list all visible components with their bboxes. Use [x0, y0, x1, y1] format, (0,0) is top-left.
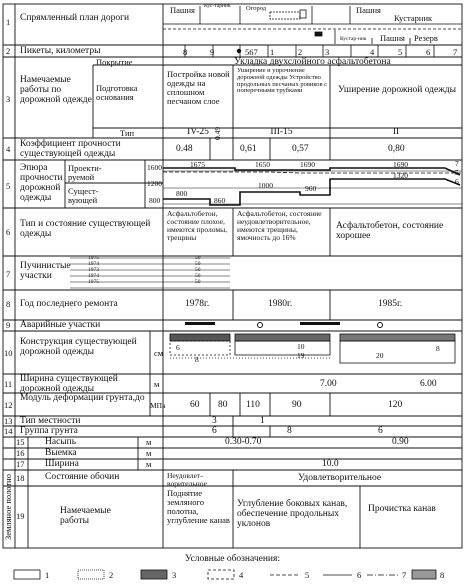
- row-number: 2: [6, 46, 11, 56]
- legend-symbols: [14, 570, 436, 579]
- heave-year: 1974: [88, 261, 99, 267]
- soil-group-value: 8: [287, 426, 292, 436]
- row-label-works: Намечаемые работы по дорожной одежде: [20, 75, 92, 105]
- row-label-soil-group: Группа грунта: [20, 426, 78, 436]
- design-value: 1650: [255, 160, 270, 169]
- plan-label: Пашня: [170, 5, 195, 15]
- picket-number: 9: [210, 47, 215, 57]
- row-number: 19: [16, 511, 25, 521]
- row-number: 6: [6, 227, 11, 237]
- heave-value: 50: [195, 279, 201, 285]
- existing-value: 860: [214, 196, 226, 205]
- legend-number: 4: [239, 570, 244, 580]
- row-label-strength-coef: Коэффициент прочности существующей одежды: [20, 139, 121, 159]
- row-label-terrain: Тип местности: [20, 416, 81, 426]
- strength-coef-value: 0,61: [240, 144, 257, 154]
- sub-label-base: Подготовка основания: [96, 83, 138, 102]
- plan-label: Кустарник: [394, 13, 433, 23]
- row-number: 15: [16, 437, 25, 447]
- strength-coef-value: 0.49: [213, 126, 222, 140]
- terrain-value: 1: [260, 416, 265, 426]
- row-number: 16: [16, 448, 25, 458]
- row-number: 4: [6, 144, 11, 154]
- strength-coef-value: 0,80: [388, 144, 405, 154]
- unit-label: м: [154, 379, 160, 389]
- existing-value: 1000: [258, 181, 273, 190]
- pavement-type: II: [392, 127, 400, 137]
- design-value: 1675: [190, 160, 205, 169]
- plan-label: Огород: [246, 5, 267, 12]
- heave-year: 1975: [88, 279, 99, 285]
- repair-year: 1980г.: [268, 299, 293, 309]
- soil-group-value: 6: [212, 426, 217, 436]
- plan-label: Кус-тарник: [204, 3, 231, 9]
- row-number: 12: [4, 400, 13, 410]
- pavement-type: IV-25: [187, 127, 209, 137]
- heave-value: 50: [195, 255, 201, 261]
- plan-label: Резерв: [414, 33, 438, 43]
- plan-label: Кустар-ник: [340, 36, 367, 42]
- row-number: 9: [6, 320, 11, 330]
- row-number: 1: [6, 17, 11, 27]
- design-value: 1690: [300, 160, 315, 169]
- modulus-value: 110: [246, 400, 260, 410]
- coating-work: Укладка двухслойного асфальтобетона: [234, 57, 391, 67]
- row-number: 5: [6, 181, 11, 191]
- base-work: Уширение и упрочнение дорожной одежды Устройство продольных песчаных ровиков с поперечными трубками: [237, 67, 328, 95]
- row-number: 13: [4, 416, 13, 426]
- legend-title: Условные обозначения:: [184, 554, 280, 564]
- legend-number: 5: [305, 570, 310, 580]
- layer-marker: 20: [376, 351, 384, 360]
- row-label-accidents: Аварийные участки: [20, 320, 101, 330]
- heave-year: 1975: [88, 255, 99, 261]
- row-number: 11: [4, 379, 13, 389]
- legend-number: 6: [357, 570, 362, 580]
- design-value: 1690: [393, 160, 408, 169]
- modulus-value: 120: [388, 400, 403, 410]
- row-label-last-repair: Год последнего ремонта: [20, 299, 118, 309]
- layer-marker: 6: [176, 343, 180, 352]
- heave-value: 50: [195, 273, 201, 279]
- row-number: 14: [4, 426, 13, 436]
- legend-number: 1: [45, 570, 50, 580]
- embankment-value: 0.30-0.70: [225, 437, 262, 447]
- row-label-frost-heave: Пучинистые участки: [20, 261, 71, 281]
- row-label-cutting: Выемка: [45, 448, 77, 458]
- modulus-value: 90: [292, 400, 302, 410]
- existing-value: 1320: [393, 171, 408, 180]
- earthwork-task: Углубление боковых канав, обеспечение продольных уклонов: [237, 499, 348, 529]
- sub-label-design: Проекти-руемой: [68, 163, 102, 182]
- row-label-plan: Спрямленный план дороги: [20, 13, 130, 23]
- existing-value: 800: [176, 189, 188, 198]
- row-number: 8: [6, 299, 11, 309]
- row-number: 7: [6, 269, 11, 279]
- earthwork-task: Прочистка канав: [368, 504, 436, 514]
- width-value: 6.00: [420, 379, 437, 389]
- scale-label: 800: [149, 196, 161, 205]
- unit-label: м: [146, 437, 152, 447]
- earthwork-task: Поднятие земляного полотна, углубление канав: [167, 488, 230, 525]
- scale-label: 1600: [147, 163, 162, 172]
- layer-marker: 19: [297, 351, 305, 360]
- legend-number: 8: [440, 570, 445, 580]
- legend-ref: 5: [455, 168, 459, 177]
- row-label-modulus: Модуль деформации грунта,до: [20, 393, 145, 403]
- sub-label-coating: Покрытие: [96, 57, 133, 67]
- embankment-value: 0.90: [392, 437, 409, 447]
- strength-coef-value: 0.48: [176, 144, 193, 154]
- km-post-marker: [237, 49, 241, 53]
- heave-value: 50: [195, 261, 201, 267]
- picket-number: 2: [298, 47, 303, 57]
- heave-year: 1973: [88, 267, 99, 273]
- picket-number: 7: [453, 47, 458, 57]
- shoulder-state: Удовлетворительное: [298, 473, 382, 483]
- base-work: Постройка новой одежды на сплошном песчаном слое: [167, 69, 230, 106]
- scale-label: 1200: [147, 179, 162, 188]
- layer-marker: 10: [297, 342, 305, 351]
- accident-sections: [185, 322, 383, 328]
- row-label-strength-diagram: Эпюра прочности дорожной одежды: [20, 163, 63, 203]
- soil-group-value: 6: [378, 426, 383, 436]
- unit-label: см: [154, 348, 164, 358]
- sub-label-type: Тип: [120, 128, 135, 138]
- pavement-construction: [170, 334, 455, 363]
- modulus-value: 80: [218, 400, 228, 410]
- row-number: 10: [4, 348, 13, 358]
- row-label-construction: Конструкция существующей дорожной одежды: [20, 337, 137, 357]
- plan-label: Пашня: [356, 5, 381, 15]
- picket-ticks: [185, 45, 434, 57]
- row-label-pickets: Пикеты, километры: [20, 46, 101, 56]
- picket-number: 6: [426, 47, 431, 57]
- existing-value: 960: [305, 184, 317, 193]
- pavement-state: Асфальтобетон, состояние неудовлетворительное, имеются трещины, ямочность до 16%: [237, 209, 322, 242]
- km-number: 567: [245, 47, 258, 57]
- row-number: 18: [16, 473, 25, 483]
- picket-number: 8: [183, 47, 188, 57]
- pavement-state: Асфальтобетон, состояние плохое, имеются проломы, трещины: [167, 209, 228, 242]
- row-label-embankment: Насыпь: [45, 437, 77, 447]
- modulus-value: 60: [190, 400, 200, 410]
- row-label-pavement-state: Тип и состояние существующей одежды: [20, 219, 151, 239]
- plan-label: Пашня: [380, 33, 405, 43]
- picket-number: 1: [270, 47, 275, 57]
- heave-year: 1974: [88, 273, 99, 279]
- width-value: 7.00: [320, 379, 337, 389]
- row-number: 3: [6, 94, 11, 104]
- layer-marker: 8: [436, 344, 440, 353]
- strength-coef-value: 0,57: [292, 144, 309, 154]
- pavement-state: Асфальтобетон, состояние хорошее: [336, 221, 444, 241]
- picket-number: 5: [398, 47, 403, 57]
- heave-value: 50: [195, 267, 201, 273]
- layer-marker: 8: [195, 355, 199, 364]
- group-label-earthwork: Земляное полотно: [3, 474, 13, 540]
- unit-label: м: [146, 459, 152, 469]
- repair-year: 1985г.: [378, 299, 403, 309]
- legend-ref: 6: [455, 177, 459, 186]
- row-label-planned-works: Намечаемые работы: [60, 506, 111, 526]
- base-work: Уширение дорожной одежды: [337, 85, 457, 95]
- unit-label: МПа: [150, 401, 166, 410]
- legend-number: 3: [172, 570, 177, 580]
- sub-label-existing: Сущест-вующей: [68, 186, 99, 205]
- shoulder-state: Неудовлет-ворительное: [167, 471, 207, 488]
- legend-ref: 7: [455, 159, 459, 168]
- row-label-shoulders: Состояние обочин: [45, 472, 120, 482]
- row-label-width: Ширина существующей дорожной одежды: [20, 374, 118, 394]
- pavement-type: III-15: [270, 127, 293, 137]
- legend-number: 2: [109, 570, 114, 580]
- terrain-value: 3: [212, 416, 217, 426]
- earth-width-value: 10.0: [322, 459, 339, 469]
- repair-year: 1978г.: [185, 299, 210, 309]
- legend-number: 7: [402, 570, 407, 580]
- row-number: 17: [16, 459, 25, 469]
- picket-number: 4: [370, 47, 375, 57]
- row-label-width-earth: Ширина: [45, 459, 79, 469]
- picket-number: 3: [325, 47, 330, 57]
- unit-label: м: [146, 448, 152, 458]
